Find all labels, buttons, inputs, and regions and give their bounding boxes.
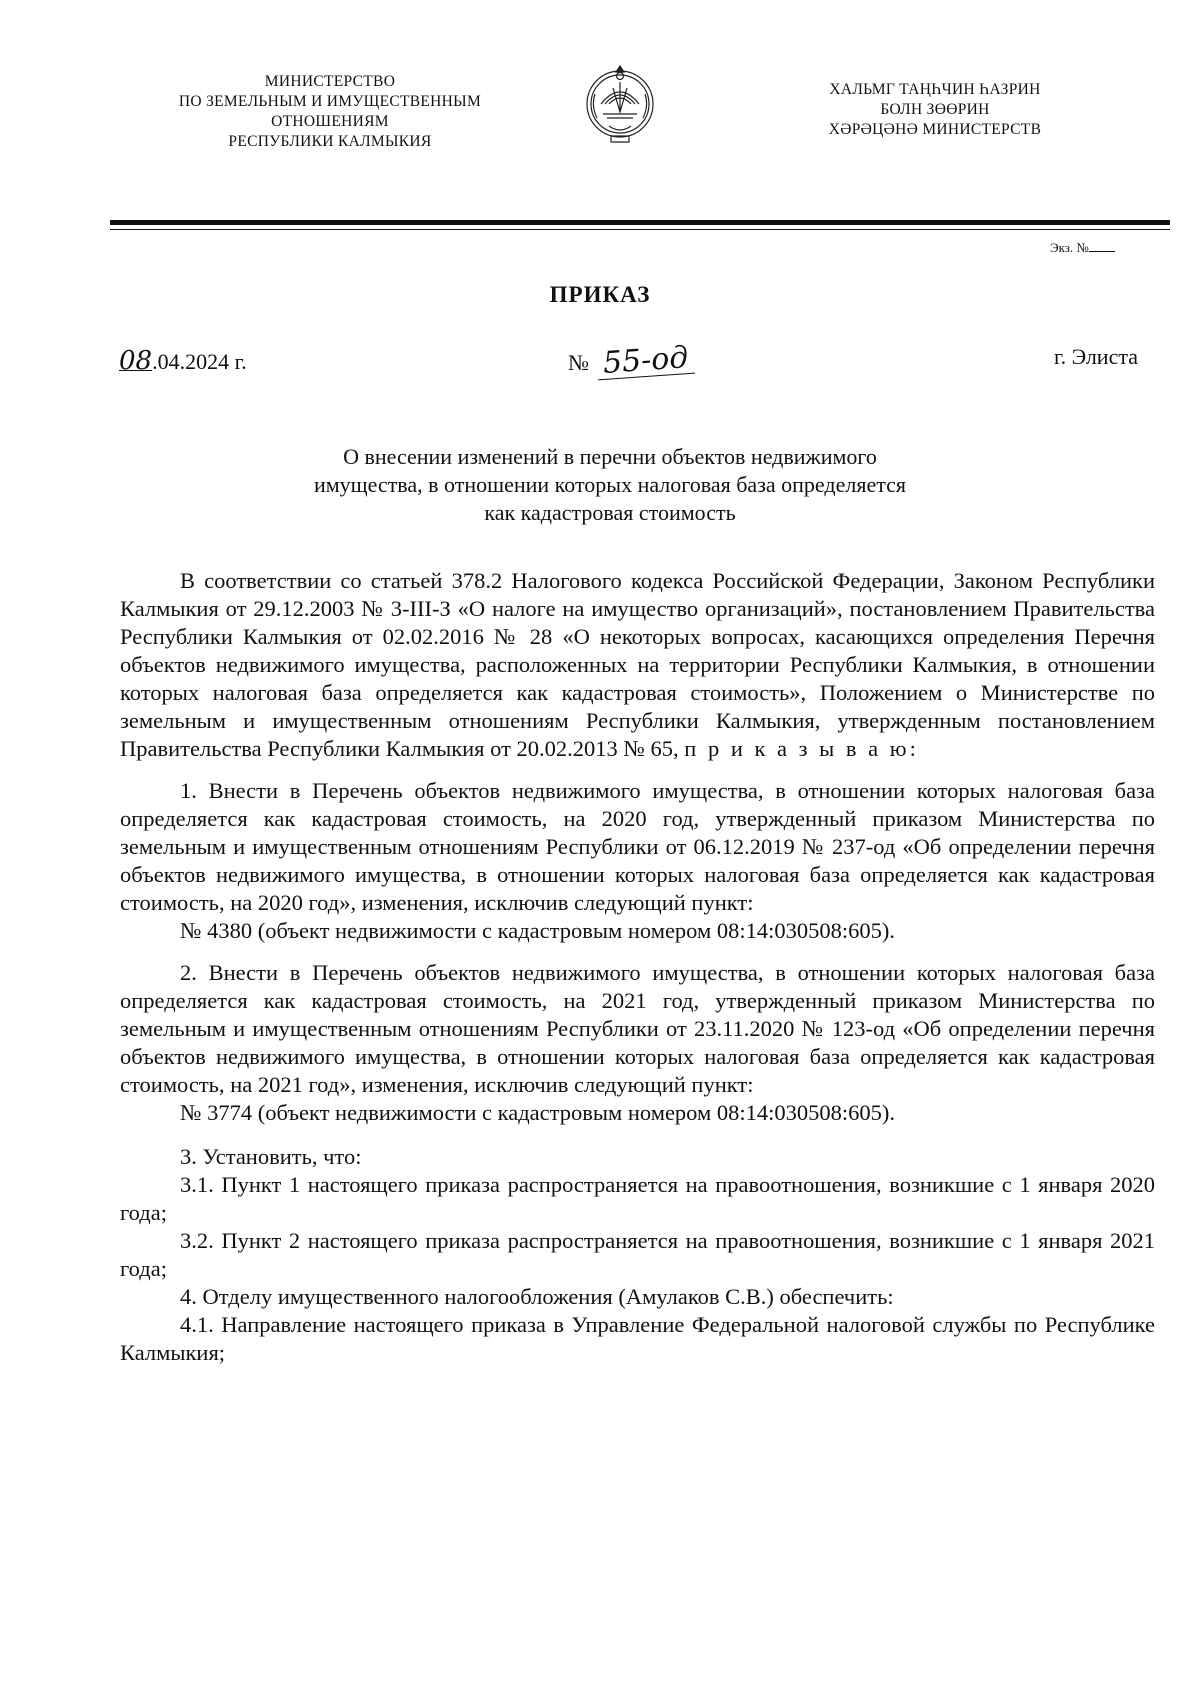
- order-date-rest: .04.2024 г.: [152, 349, 247, 374]
- header-divider-thick: [110, 220, 1170, 225]
- handwritten-day: 08: [119, 346, 153, 376]
- ministry-name-kalmyk: [770, 80, 1100, 140]
- order-number-prefix: №: [568, 350, 589, 375]
- ministry-line: МИНИСТЕРСТВО: [264, 73, 396, 90]
- order-date: [119, 346, 247, 376]
- item-4-1: 4.1. Направление настоящего приказа в Управление Федеральной налоговой службы по Республике Калмыкия;: [120, 1312, 1155, 1365]
- subject-line: как кадастровая стоимость: [484, 500, 736, 525]
- item-2-reference: № 3774 (объект недвижимости с кадастровым номером 08:14:030508:605).: [180, 1100, 895, 1125]
- handwritten-number: 55-од: [596, 343, 695, 381]
- coat-of-arms-icon: [583, 58, 657, 150]
- item-1: 1. Внести в Перечень объектов недвижимого имущества, в отношении которых налоговая база определяется как кадастровая стоимость, на 2020 год, утвержденный приказом Министерства по земельным и имущественным отношениям Республики от 06.12.2019 № 237-од «Об определении перечня объектов недвижимого имущества, в отношении которых налоговая база определяется как кадастровая стоимость, на 2020 год», изменения, исключив следующий пункт:: [120, 778, 1155, 915]
- order-number: [568, 340, 694, 381]
- order-body: [120, 567, 1155, 1367]
- header-divider-thin: [110, 229, 1170, 230]
- document-title: ПРИКАЗ: [549, 282, 651, 307]
- order-subject: [200, 443, 1020, 527]
- ministry-line: ПО ЗЕМЕЛЬНЫМ И ИМУЩЕСТВЕННЫМ: [178, 93, 482, 110]
- ministry-line: БОЛН ЗӨӨРИН: [880, 101, 990, 118]
- copy-number-label: Экз. №: [1050, 240, 1089, 255]
- copy-number: [1050, 240, 1115, 256]
- ministry-name-ru: [140, 72, 520, 152]
- item-4: 4. Отделу имущественного налогообложения (Амулаков С.В.) обеспечить:: [180, 1284, 894, 1309]
- ministry-line: ХАЛЬМГ ТАҢҺЧИН ҺАЗРИН: [829, 81, 1041, 98]
- copy-number-blank: [1089, 241, 1115, 252]
- item-2: 2. Внести в Перечень объектов недвижимого имущества, в отношении которых налоговая база определяется как кадастровая стоимость, на 2021 год, утвержденный приказом Министерства по земельным и имущественным отношениям Республики от 23.11.2020 № 123-од «Об определении перечня объектов недвижимого имущества, в отношении которых налоговая база определяется как кадастровая стоимость, на 2021 год», изменения, исключив следующий пункт:: [120, 960, 1155, 1097]
- ministry-line: РЕСПУБЛИКИ КАЛМЫКИЯ: [228, 133, 432, 150]
- preamble-paragraph: [120, 567, 1155, 763]
- item-3: 3. Установить, что:: [180, 1144, 362, 1169]
- subject-line: имущества, в отношении которых налоговая база определяется: [313, 472, 906, 497]
- order-city: г. Элиста: [1054, 344, 1138, 369]
- subject-line: О внесении изменений в перечни объектов недвижимого: [343, 444, 877, 469]
- item-3-2: 3.2. Пункт 2 настоящего приказа распространяется на правоотношения, возникшие с 1 января 2021 года;: [120, 1228, 1155, 1281]
- item-1-reference: № 4380 (объект недвижимости с кадастровым номером 08:14:030508:605).: [180, 918, 895, 943]
- order-word: п р и к а з ы в а ю:: [684, 736, 919, 761]
- ministry-line: ОТНОШЕНИЯМ: [271, 113, 389, 130]
- preamble-text: В соответствии со статьей 378.2 Налогового кодекса Российской Федерации, Законом Республики Калмыкия от 29.12.2003 № 3-III-З «О налоге на имущество организаций», постановлением Правительства Республики Калмыкия от 02.02.2016 № 28 «О некоторых вопросах, касающихся определения Перечня объектов недвижимого имущества, расположенных на территории Республики Калмыкия, в отношении которых налоговая база определяется как кадастровая стоимость», Положением о Министерстве по земельным и имущественным отношениям Республики Калмыкия, утвержденным постановлением Правительства Республики Калмыкия от 20.02.2013 № 65,: [120, 568, 1155, 761]
- item-3-1: 3.1. Пункт 1 настоящего приказа распространяется на правоотношения, возникшие с 1 января 2020 года;: [120, 1172, 1155, 1225]
- ministry-line: ХӘРӘЦӘНӘ МИНИСТЕРСТВ: [828, 121, 1042, 138]
